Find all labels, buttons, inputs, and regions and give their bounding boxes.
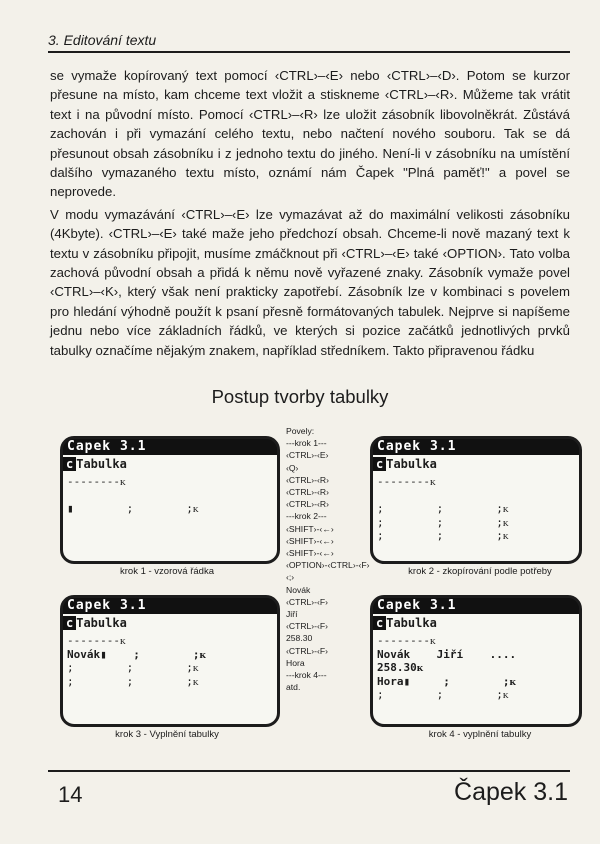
body-text (50, 66, 570, 360)
screen-line (67, 489, 273, 503)
command-item: ‹CTRL›-‹F› (286, 596, 328, 607)
screen-step-1 (60, 436, 280, 564)
screen-doc-name: c Tabulka (63, 614, 277, 632)
footer-rule (48, 770, 570, 772)
screen-title: Čapek 3.1 (373, 598, 579, 614)
screen-step-3 (60, 595, 280, 727)
screen-line: --------ᴋ (377, 475, 436, 488)
command-item: Novák (286, 584, 311, 595)
header-rule (48, 51, 570, 53)
doc-icon: c (63, 616, 76, 630)
doc-icon: c (373, 457, 386, 471)
command-item: ‹SHIFT›-‹←› (286, 523, 334, 534)
command-item: ‹Q› (286, 462, 299, 473)
caption-step-4: krok 4 - vyplnění tabulky (428, 729, 532, 740)
screen-content (373, 473, 579, 561)
command-item: ---krok 1--- (286, 438, 327, 449)
screen-line: ; ; ;ᴋ (377, 529, 509, 542)
command-item: ‹CTRL›-‹R› (286, 487, 329, 498)
command-item: ‹CTRL›-‹R› (286, 499, 329, 510)
screen-doc-name: c Tabulka (373, 455, 579, 473)
screen-content (373, 632, 579, 724)
caption-step-1: krok 1 - vzorová řádka (120, 566, 214, 577)
command-item: ‹SHIFT›-‹←› (286, 548, 334, 559)
caption-step-2: krok 2 - zkopírování podle potřeby (408, 566, 552, 577)
screen-line: Hora▮ ; ;ᴋ (377, 674, 517, 688)
command-item: atd. (286, 682, 301, 693)
screen-line (377, 489, 575, 503)
doc-icon: c (63, 457, 76, 471)
screen-line: ; ; ;ᴋ (377, 515, 509, 529)
running-header: 3. Editování textu (48, 32, 157, 48)
command-item: Hora (286, 657, 305, 668)
screen-line: ▮ ; ;ᴋ (67, 502, 199, 515)
screen-line: Novák▮ ; ;ᴋ (67, 647, 207, 661)
screen-title: Čapek 3.1 (373, 439, 579, 455)
caption-step-3: krok 3 - Vyplnění tabulky (115, 729, 219, 740)
section-title: Postup tvorby tabulky (211, 386, 389, 407)
command-item: Jiří (286, 609, 298, 620)
screen-line: --------ᴋ (67, 634, 126, 647)
screen-title: Čapek 3.1 (63, 439, 277, 455)
screen-step-4 (370, 595, 582, 727)
screen-line: Novák Jiří .... (377, 647, 517, 661)
screen-step-2 (370, 436, 582, 564)
screen-line: --------ᴋ (67, 475, 126, 488)
screen-line: 258.30ᴋ (377, 661, 424, 674)
command-item: ‹CTRL›-‹R› (286, 474, 329, 485)
screen-content (63, 632, 277, 724)
screen-line: ; ; ;ᴋ (67, 661, 199, 674)
command-item: ‹CTRL›-‹F› (286, 621, 328, 632)
screen-line: ; ; ;ᴋ (377, 502, 509, 515)
paragraph-2: V modu vymazávání ‹CTRL›–‹E› lze vymazávat až do maximální velikosti zásobníku (4Kbyte). ‹CTRL›–‹E› také maže jeho předchozí obsah. Chceme-li nově mazaný text k textu v zásobníku připojit, musíme zmáčknout při ‹CTRL›–‹E› také ‹OPTION›. Tato volba zachová původní obsah a přidá k němu nově vyřazené znaky. Zásobník vymaže povel ‹CTRL›–‹K›, který však není prakticky zapotřebí. Zásobník lze v kombinaci s povelem pro hledání výhodně použít k psaní přesně formátovaných tabulek. Nejprve si napíšeme jednu nebo více základních řádků, ve kterých si pozice začátků jednotlivých prvků tabulky označíme nějakým znakem, například středníkem. Takto připravenou řádku (50, 206, 570, 358)
command-item: ---krok 4--- (286, 670, 327, 681)
screen-line: ; ; ;ᴋ (67, 674, 199, 688)
screen-line: ; ; ;ᴋ (377, 688, 509, 701)
command-item: ---krok 2--- (286, 511, 327, 522)
doc-icon: c (373, 616, 386, 630)
command-list (286, 425, 381, 693)
screen-doc-name: c Tabulka (373, 614, 579, 632)
footer-book-title: Čapek 3.1 (454, 778, 568, 806)
screen-content (63, 473, 277, 561)
command-item: ‹SHIFT›-‹←› (286, 535, 334, 546)
command-item: ‹CTRL›-‹E› (286, 450, 329, 461)
command-item: Povely: (286, 426, 315, 436)
screen-line: --------ᴋ (377, 634, 436, 647)
command-item: ‹CTRL›-‹F› (286, 645, 328, 656)
command-item: ‹OPTION›-‹CTRL›-‹F› (286, 560, 370, 571)
paragraph-1: se vymaže kopírovaný text pomocí ‹CTRL›–‹E› nebo ‹CTRL›–‹D›. Potom se kurzor přesune na místo, kam chceme text vložit a stiskneme ‹CTRL›–‹R›. Můžeme tak vrátit text i na původní místo. Pomocí ‹CTRL›–‹R› lze uložit zásobník libovolněkrát. Zůstává zachován i při vymazání celého textu, nebo načtení nového souboru. Tak se dá přesunout obsah zásobníku i z jednoho textu do jiného. Není-li v zásobníku na umístění dalšího vymazaného textu místo, oznámí nám Čapek "Plná paměť!" a povel se neprovede. (50, 68, 570, 200)
command-item: 258.30 (286, 633, 313, 644)
command-item: ‹;› (286, 572, 295, 583)
screen-title: Čapek 3.1 (63, 598, 277, 614)
screen-doc-name: c Tabulka (63, 455, 277, 473)
page-number: 14 (58, 782, 83, 807)
